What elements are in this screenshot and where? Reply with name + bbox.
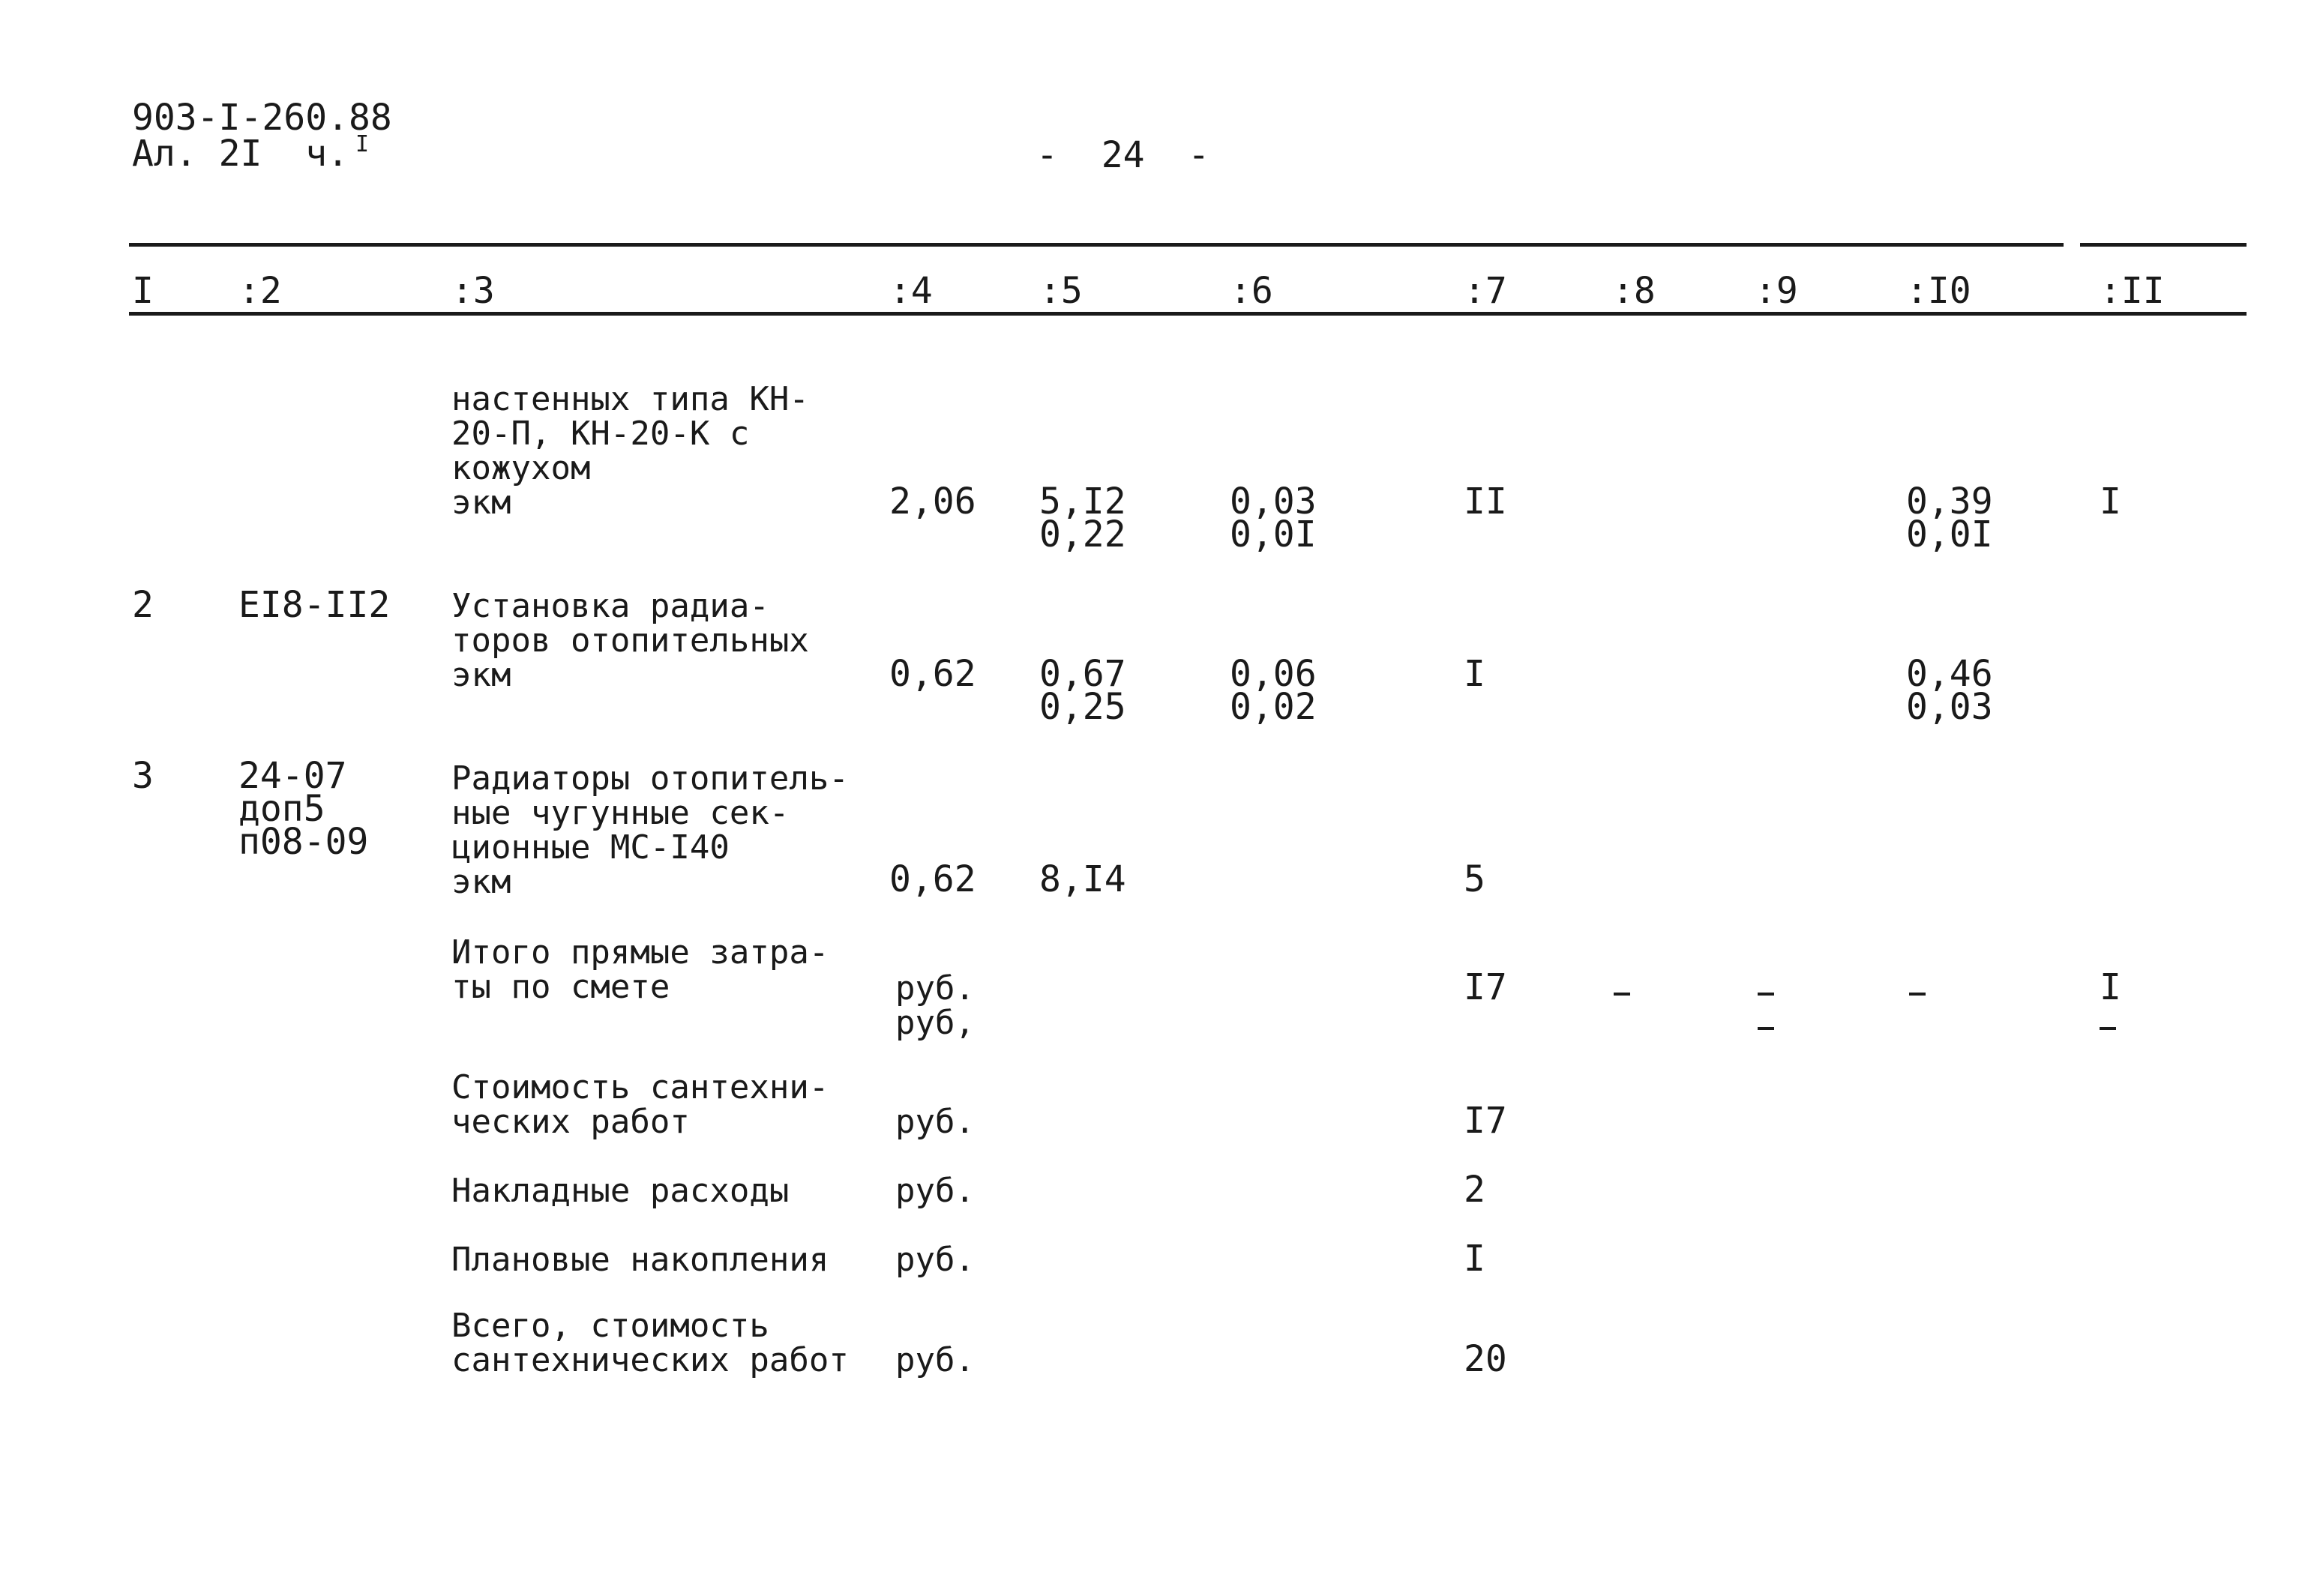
row-3-desc-line-2: ты по смете	[451, 968, 670, 1006]
row-1-col6-top: 0,06	[1230, 653, 1317, 695]
row-5-desc: Накладные расходы	[451, 1172, 790, 1210]
row-3-col11: I	[2100, 966, 2121, 1008]
row-3-col11-dash	[2100, 1027, 2116, 1030]
row-1-number: 2	[132, 584, 154, 626]
page-number: - 24 -	[1036, 134, 1210, 176]
row-3-col7: I7	[1464, 966, 1507, 1008]
column-header-9: :9	[1755, 270, 1798, 312]
row-0-col10-top: 0,39	[1906, 481, 1993, 523]
row-3-unit-2: руб,	[895, 1004, 975, 1042]
row-6-desc: Плановые накопления	[451, 1241, 829, 1279]
row-6-unit: руб.	[895, 1241, 975, 1279]
column-header-6: :6	[1230, 270, 1273, 312]
row-2-code-line-2: доп5	[238, 788, 325, 830]
row-1-col10-top: 0,46	[1906, 653, 1993, 695]
part-number: I	[355, 131, 370, 157]
row-1-col4: 0,62	[889, 653, 976, 695]
column-header-10: :I0	[1906, 270, 1971, 312]
row-0-desc-line-3: кожухом	[451, 449, 591, 487]
row-2-col5: 8,I4	[1039, 858, 1126, 900]
top-rule	[129, 243, 2064, 247]
row-3-col10-dash	[1909, 993, 1926, 996]
row-3-desc-line-1: Итого прямые затра-	[451, 933, 829, 972]
row-7-unit: руб.	[895, 1341, 975, 1379]
row-2-unit: экм	[451, 863, 511, 901]
row-3-unit-1: руб.	[895, 969, 975, 1008]
row-7-desc-line-1: Всего, стоимость	[451, 1307, 769, 1345]
column-header-5: :5	[1039, 270, 1083, 312]
row-4-desc-line-1: Стоимость сантехни-	[451, 1068, 829, 1106]
row-0-col5-top: 5,I2	[1039, 481, 1126, 523]
row-6-col7: I	[1464, 1238, 1485, 1280]
row-1-code: EI8-II2	[238, 584, 391, 626]
sheet-reference: Ал. 2I ч.	[132, 133, 349, 175]
column-header-3: :3	[451, 270, 495, 312]
row-0-col6-top: 0,03	[1230, 481, 1317, 523]
row-2-desc-line-1: Радиаторы отопитель-	[451, 759, 849, 798]
row-2-code-line-3: п08-09	[238, 821, 369, 863]
row-0-col10-bottom: 0,0I	[1906, 514, 1993, 555]
row-4-desc-line-2: ческих работ	[451, 1103, 690, 1141]
row-4-col7: I7	[1464, 1100, 1507, 1142]
row-2-number: 3	[132, 755, 154, 797]
column-header-7: :7	[1464, 270, 1507, 312]
row-1-unit: экм	[451, 656, 511, 694]
row-1-desc-line-2: торов отопительных	[451, 621, 809, 660]
column-header-8: :8	[1612, 270, 1656, 312]
top-rule-right	[2080, 243, 2247, 247]
row-3-col8-dash	[1614, 993, 1630, 996]
row-2-desc-line-3: ционные МС-I40	[451, 828, 730, 867]
column-header-11: :II	[2100, 270, 2165, 312]
row-2-col4: 0,62	[889, 858, 976, 900]
row-0-desc-line-1: настенных типа КН-	[451, 380, 809, 418]
column-header-2: :2	[238, 270, 282, 312]
column-header-4: :4	[889, 270, 933, 312]
row-1-col6-bottom: 0,02	[1230, 686, 1317, 728]
column-header-1: I	[132, 270, 154, 312]
row-0-col5-bottom: 0,22	[1039, 514, 1126, 555]
row-3-col9-dash-bottom	[1758, 1027, 1774, 1030]
row-1-desc-line-1: Установка радиа-	[451, 587, 769, 625]
row-1-col7: I	[1464, 653, 1485, 695]
row-7-col7: 20	[1464, 1338, 1507, 1380]
row-5-unit: руб.	[895, 1172, 975, 1210]
row-5-col7: 2	[1464, 1169, 1485, 1211]
header-bottom-rule	[129, 312, 2247, 316]
document-code: 903-I-260.88	[132, 97, 392, 139]
row-0-col11: I	[2100, 481, 2121, 523]
row-7-desc-line-2: сантехнических работ	[451, 1341, 849, 1379]
row-2-desc-line-2: ные чугунные сек-	[451, 794, 790, 832]
row-1-col10-bottom: 0,03	[1906, 686, 1993, 728]
row-0-unit: экм	[451, 484, 511, 522]
row-0-col4: 2,06	[889, 481, 976, 523]
row-1-col5-top: 0,67	[1039, 653, 1126, 695]
row-2-col7: 5	[1464, 858, 1485, 900]
row-2-code-line-1: 24-07	[238, 755, 347, 797]
row-3-col9-dash-top	[1758, 993, 1774, 996]
row-0-desc-line-2: 20-П, КН-20-К с	[451, 415, 750, 453]
row-4-unit: руб.	[895, 1103, 975, 1141]
row-1-col5-bottom: 0,25	[1039, 686, 1126, 728]
row-0-col7: II	[1464, 481, 1507, 523]
row-0-col6-bottom: 0,0I	[1230, 514, 1317, 555]
